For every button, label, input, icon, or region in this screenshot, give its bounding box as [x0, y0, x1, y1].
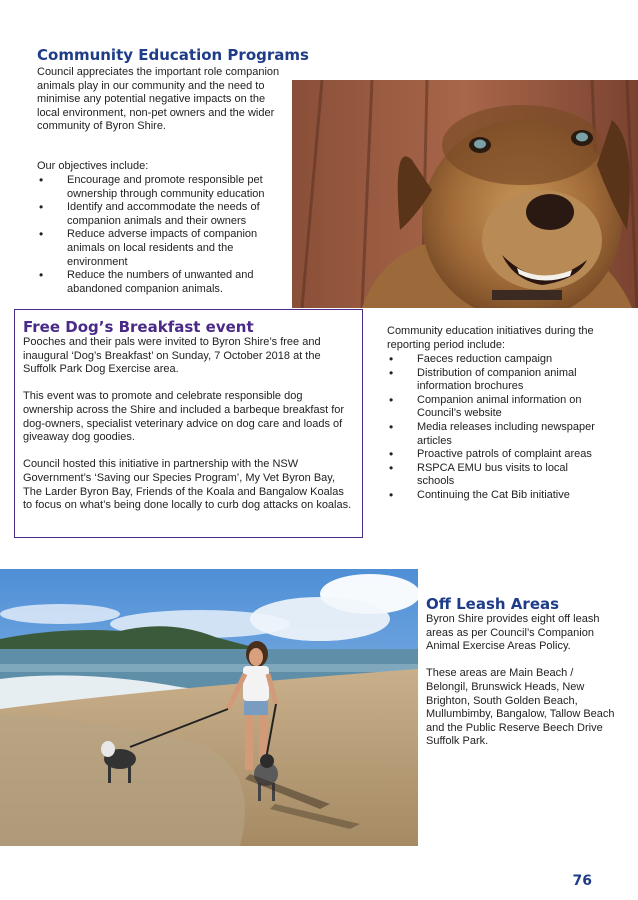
objectives-list	[37, 174, 285, 296]
community-heading: Community Education Programs	[37, 46, 309, 64]
beach-photo	[0, 569, 418, 846]
list-item: • Distribution of companion animal information brochures	[387, 367, 602, 394]
community-intro: Council appreciates the important role companion animals play in our community and the need to minimise any potential negative impacts on the local environment, non-pet owners and the wider community of Byron Shire.	[37, 66, 280, 133]
list-item: • Companion animal information on Council’s website	[387, 394, 602, 421]
off-leash-body	[426, 613, 616, 749]
initiatives-intro: Community education initiatives during the reporting period include:	[387, 325, 594, 351]
off-leash-heading: Off Leash Areas	[426, 595, 560, 613]
breakfast-body	[23, 336, 353, 526]
page-number: 76	[572, 873, 592, 889]
dog-photo	[292, 80, 638, 308]
objectives-label: Our objectives include:	[37, 160, 149, 172]
off-leash-paragraph: Byron Shire provides eight off leash areas as per Council’s Companion Animal Exercise Areas Policy.	[426, 613, 600, 653]
list-item: • Faeces reduction campaign	[387, 353, 602, 367]
list-item: • RSPCA EMU bus visits to local schools	[387, 462, 602, 489]
list-item: • Encourage and promote responsible pet ownership through community education	[37, 174, 285, 201]
breakfast-paragraph: Pooches and their pals were invited to Byron Shire’s free and inaugural ‘Dog’s Breakfast’ on Sunday, 7 October 2018 at the Suffolk Park Dog Exercise area.	[23, 336, 321, 376]
breakfast-paragraph: This event was to promote and celebrate responsible dog ownership across the Shire and included a barbeque breakfast for dog-owners, specialist veterinary advice on dog care and loads of giveaway dog goodies.	[23, 390, 345, 444]
list-item: • Media releases including newspaper articles	[387, 421, 602, 448]
list-item: • Proactive patrols of complaint areas	[387, 448, 602, 462]
breakfast-heading: Free Dog’s Breakfast event	[23, 318, 254, 336]
list-item: • Identify and accommodate the needs of companion animals and their owners	[37, 201, 285, 228]
list-item: • Reduce adverse impacts of companion animals on local residents and the environment	[37, 228, 285, 269]
breakfast-paragraph: Council hosted this initiative in partnership with the NSW Government’s ‘Saving our Species Program’, My Vet Byron Bay, The Larder Byron Bay, Friends of the Koala and Bangalow Koalas to focus on what’s being done locally to curb dog attacks on koalas.	[23, 458, 352, 512]
list-item: • Continuing the Cat Bib initiative	[387, 489, 602, 503]
off-leash-paragraph: These areas are Main Beach / Belongil, Brunswick Heads, New Brighton, South Golden Beach, Mullumbimby, Bangalow, Tallow Beach and the Public Reserve Beech Drive Suffolk Park.	[426, 667, 615, 748]
breakfast-event-box	[14, 309, 363, 538]
initiatives-list	[387, 353, 602, 503]
list-item: • Reduce the numbers of unwanted and abandoned companion animals.	[37, 269, 285, 296]
